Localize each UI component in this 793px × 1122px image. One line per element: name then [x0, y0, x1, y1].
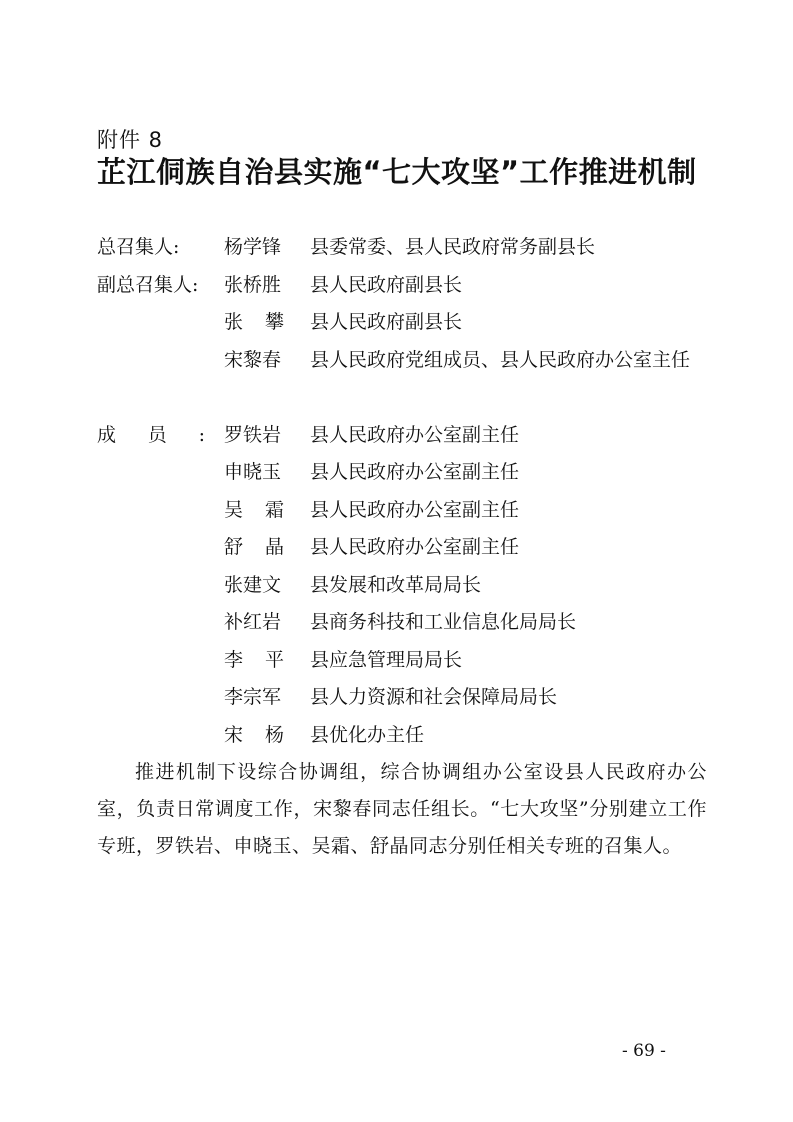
roster-position: 县人民政府办公室副主任 [310, 498, 520, 521]
roster-row [97, 642, 707, 680]
roster-position: 县人民政府办公室副主任 [310, 423, 520, 446]
page-number: - 69 - [622, 1041, 666, 1061]
roster-row [97, 304, 707, 342]
spread-char: 平 [264, 648, 284, 671]
roster-name: 罗铁岩 [224, 423, 282, 446]
roster-role: 总召集人: [97, 236, 180, 258]
spread-char: 攀 [264, 311, 284, 333]
roster-row [97, 492, 707, 530]
roster-position: 县人民政府副县长 [310, 311, 463, 333]
roster-name: 张桥胜 [224, 273, 282, 296]
spread-char: 张 [224, 311, 244, 333]
roster-name [224, 492, 284, 530]
spread-char: 舒 [224, 536, 244, 558]
roster-position: 县人民政府副县长 [310, 273, 463, 296]
roster-row [97, 679, 707, 717]
body-paragraph: 推进机制下设综合协调组，综合协调组办公室设县人民政府办公室，负责日常调度工作，宋黎春同志任组长。“七大攻坚”分别建立工作专班，罗铁岩、申晓玉、吴霜、舒晶同志分别任相关专班的召集人。 [97, 761, 707, 857]
spread-char: : [198, 423, 205, 446]
roster-position: 县人力资源和社会保障局局长 [310, 686, 558, 708]
spread-char: 员 [147, 423, 167, 446]
spread-char: 晶 [264, 536, 284, 558]
roster-position: 县发展和改革局局长 [310, 573, 482, 596]
roster-name [224, 717, 284, 755]
spread-char: 李 [224, 648, 244, 671]
roster-row [97, 342, 707, 417]
roster-position: 县优化办主任 [310, 723, 425, 746]
spread-char: 吴 [224, 498, 244, 521]
roster-name: 宋黎春 [224, 348, 282, 371]
roster-name: 张建文 [224, 573, 282, 596]
roster-role [97, 417, 205, 455]
roster-name [224, 304, 284, 342]
roster-position: 县委常委、县人民政府常务副县长 [310, 236, 596, 258]
attachment-label: 附件 8 [97, 128, 164, 152]
roster-row [97, 229, 707, 267]
roster-name: 补红岩 [224, 611, 282, 633]
roster-name [224, 642, 284, 680]
roster-name: 申晓玉 [224, 461, 282, 483]
roster-row [97, 717, 707, 755]
roster-position: 县人民政府办公室副主任 [310, 536, 520, 558]
roster-name [224, 529, 284, 567]
spread-char: 宋 [224, 723, 244, 746]
roster-row [97, 604, 707, 642]
roster-row [97, 454, 707, 492]
spread-char: 杨 [264, 723, 284, 746]
roster-position: 县商务科技和工业信息化局局长 [310, 611, 577, 633]
roster-position: 县应急管理局局长 [310, 648, 463, 671]
roster-name: 杨学锋 [224, 236, 282, 258]
roster-name: 李宗军 [224, 686, 282, 708]
roster-position: 县人民政府党组成员、县人民政府办公室主任 [310, 348, 691, 371]
roster-row [97, 567, 707, 605]
roster-role: 副总召集人: [97, 273, 199, 296]
roster-row [97, 267, 707, 305]
spread-char: 成 [97, 423, 117, 446]
roster-row [97, 417, 707, 455]
roster-row [97, 529, 707, 567]
document-title: 芷江侗族自治县实施“七大攻坚”工作推进机制 [97, 155, 697, 189]
member-roster [97, 229, 707, 754]
spread-char: 霜 [264, 498, 284, 521]
roster-position: 县人民政府办公室副主任 [310, 461, 520, 483]
